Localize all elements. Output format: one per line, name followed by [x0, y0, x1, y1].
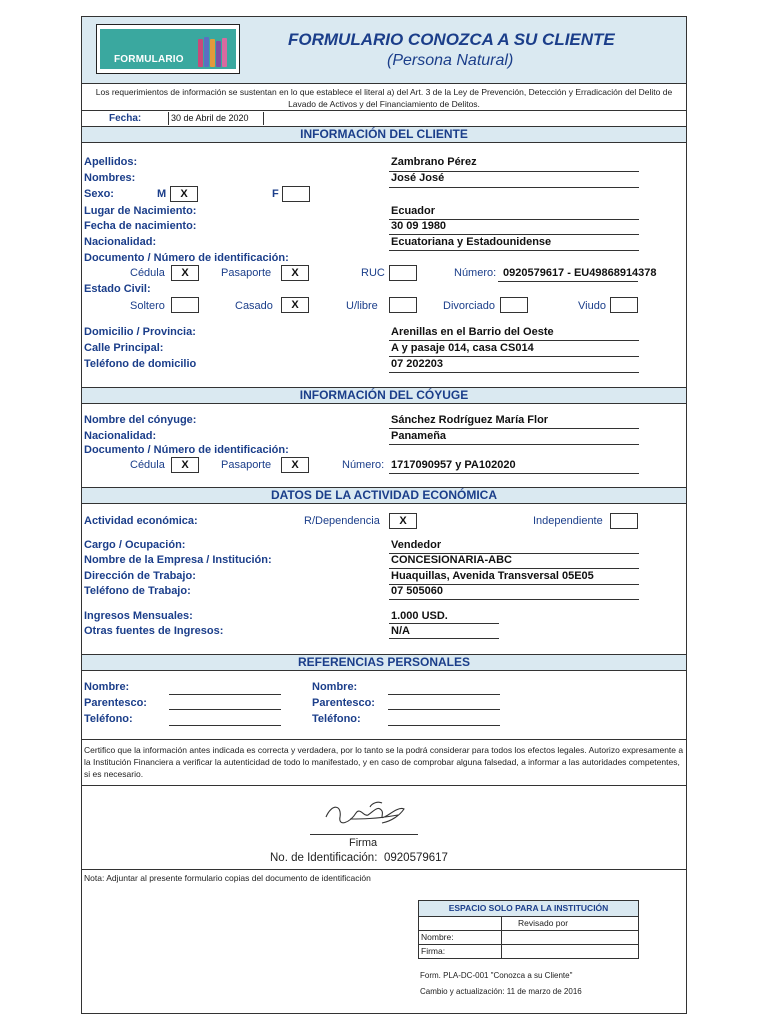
fecha-value: 30 de Abril de 2020 [171, 113, 249, 123]
sexo-f-checkbox[interactable] [282, 186, 310, 202]
institution-col-divider [501, 916, 502, 959]
conyuge-nombre-line [389, 428, 639, 429]
cedula-label: Cédula [130, 267, 165, 279]
domicilio-label: Domicilio / Provincia: [84, 326, 196, 338]
section-economic: DATOS DE LA ACTIVIDAD ECONÓMICA [82, 487, 686, 504]
update-date: Cambio y actualización: 11 de marzo de 2016 [420, 987, 582, 996]
apellidos-label: Apellidos: [84, 156, 138, 168]
ingresos-value[interactable]: 1.000 USD. [391, 610, 448, 622]
ulibre-checkbox[interactable] [389, 297, 417, 313]
identificacion-label: No. de Identificación: [270, 852, 378, 864]
direccion-label: Dirección de Trabajo: [84, 570, 196, 582]
institution-box [418, 900, 639, 959]
domicilio-value[interactable]: Arenillas en el Barrio del Oeste [391, 326, 554, 338]
conyuge-documento-label: Documento / Número de identificación: [84, 444, 289, 456]
ref2-telefono-label: Teléfono: [312, 713, 361, 725]
lugar-label: Lugar de Nacimiento: [84, 205, 197, 217]
independiente-label: Independiente [533, 515, 603, 527]
sexo-f-label: F [272, 188, 279, 200]
nacionalidad-value[interactable]: Ecuatoriana y Estadounidense [391, 236, 552, 248]
conyuge-nombre-value[interactable]: Sánchez Rodríguez María Flor [391, 414, 549, 426]
ref2-parentesco-label: Parentesco: [312, 697, 375, 709]
fecha-nac-line [389, 234, 639, 235]
dependencia-checkbox[interactable]: X [389, 513, 417, 529]
conyuge-nacionalidad-line [389, 444, 639, 445]
ulibre-label: U/libre [346, 300, 378, 312]
ref1-telefono-label: Teléfono: [84, 713, 133, 725]
conyuge-cedula-label: Cédula [130, 459, 165, 471]
telefono-line [389, 372, 639, 373]
conyuge-pasaporte-label: Pasaporte [221, 459, 272, 471]
cedula-checkbox[interactable]: X [171, 265, 199, 281]
pasaporte-label: Pasaporte [221, 267, 272, 279]
tel-trabajo-value[interactable]: 07 505060 [391, 585, 443, 597]
nombres-label: Nombres: [84, 172, 136, 184]
ref2-parentesco-field[interactable] [388, 709, 500, 710]
sexo-label: Sexo: [84, 188, 114, 200]
domicilio-line [389, 340, 639, 341]
pasaporte-checkbox[interactable]: X [281, 265, 309, 281]
otras-label: Otras fuentes de Ingresos: [84, 625, 224, 637]
independiente-checkbox[interactable] [610, 513, 638, 529]
institution-row-divider [419, 930, 638, 931]
ref1-nombre-field[interactable] [169, 694, 281, 695]
divider [82, 869, 686, 870]
form-logo [96, 24, 240, 74]
ingresos-line [389, 623, 499, 624]
viudo-label: Viudo [578, 300, 606, 312]
divorciado-checkbox[interactable] [500, 297, 528, 313]
direccion-value[interactable]: Huaquillas, Avenida Transversal 05E05 [391, 570, 594, 582]
conyuge-pasaporte-checkbox[interactable]: X [281, 457, 309, 473]
institution-nombre-label: Nombre: [421, 932, 454, 942]
identificacion-value: 0920579617 [384, 852, 448, 864]
conyuge-numero-value[interactable]: 1717090957 y PA102020 [391, 459, 516, 471]
tel-trabajo-label: Teléfono de Trabajo: [84, 585, 191, 597]
casado-checkbox[interactable]: X [281, 297, 309, 313]
sexo-m-checkbox[interactable]: X [170, 186, 198, 202]
empresa-value[interactable]: CONCESIONARIA-ABC [391, 554, 512, 566]
section-references: REFERENCIAS PERSONALES [82, 654, 686, 671]
soltero-checkbox[interactable] [171, 297, 199, 313]
tel-trabajo-line [389, 599, 639, 600]
ruc-label: RUC [361, 267, 385, 279]
dependencia-label: R/Dependencia [304, 515, 380, 527]
otras-value[interactable]: N/A [391, 625, 410, 637]
estado-civil-label: Estado Civil: [84, 283, 151, 295]
signature-line [310, 834, 418, 835]
nombres-value[interactable]: José José [391, 172, 445, 184]
form-title: FORMULARIO CONOZCA A SU CLIENTE [288, 30, 615, 49]
nombres-line [389, 187, 639, 188]
fecha-nac-label: Fecha de nacimiento: [84, 220, 197, 232]
sexo-m-label: M [157, 188, 167, 200]
section-spouse: INFORMACIÓN DEL CÓYUGE [82, 387, 686, 404]
logo-text: FORMULARIO [114, 54, 184, 65]
fecha-field[interactable] [168, 112, 264, 125]
actividad-label: Actividad económica: [84, 515, 198, 527]
calle-value[interactable]: A y pasaje 014, casa CS014 [391, 342, 534, 354]
apellidos-value[interactable]: Zambrano Pérez [391, 156, 477, 168]
nacionalidad-label: Nacionalidad: [84, 236, 157, 248]
conyuge-nombre-label: Nombre del cónyuge: [84, 414, 197, 426]
numero-label: Número: [454, 267, 497, 279]
ref1-nombre-label: Nombre: [84, 681, 130, 693]
divorciado-label: Divorciado [443, 300, 495, 312]
signature-image [320, 793, 412, 833]
lugar-value[interactable]: Ecuador [391, 205, 436, 217]
divider [82, 785, 686, 786]
form-code: Form. PLA-DC-001 "Conozca a su Cliente" [420, 971, 573, 980]
ref1-parentesco-label: Parentesco: [84, 697, 147, 709]
intro-text: Los requerimientos de información se sustentan en lo que establece el literal a) del Art. 3 de la Ley de Prevención, Detección y Erradicación del Delito de Lavado de Activos y del Financiamiento de Delitos. [82, 84, 686, 111]
ruc-checkbox[interactable] [389, 265, 417, 281]
fecha-label: Fecha: [109, 113, 142, 124]
nacionalidad-line [389, 250, 639, 251]
kyc-form [81, 16, 687, 1014]
form-header [82, 17, 686, 84]
institution-title: ESPACIO SOLO PARA LA INSTITUCIÓN [419, 901, 638, 917]
certify-text: Certifico que la información antes indicada es correcta y verdadera, por lo tanto se la podrá considerar para todos los efectos legales. Autorizo expresamente a la Institución Financiera a verificar la autenticidad de todo lo manifestado, y en caso de comprobar alguna falsedad, a informar a las autoridades competentes, si es necesario. [84, 745, 684, 779]
empresa-label: Nombre de la Empresa / Institución: [84, 554, 272, 566]
conyuge-numero-label: Número: [342, 459, 385, 471]
ref1-telefono-field[interactable] [169, 725, 281, 726]
section-client: INFORMACIÓN DEL CLIENTE [82, 126, 686, 143]
conyuge-numero-line [389, 473, 639, 474]
firma-label: Firma [349, 837, 378, 849]
empresa-line [389, 568, 639, 569]
ref2-telefono-field[interactable] [388, 725, 500, 726]
conyuge-cedula-checkbox[interactable]: X [171, 457, 199, 473]
calle-label: Calle Principal: [84, 342, 164, 354]
cargo-value[interactable]: Vendedor [391, 539, 442, 551]
documento-label: Documento / Número de identificación: [84, 252, 289, 264]
conyuge-nacionalidad-label: Nacionalidad: [84, 430, 157, 442]
ingresos-label: Ingresos Mensuales: [84, 610, 193, 622]
otras-line [389, 638, 499, 639]
numero-value[interactable]: 0920579617 - EU49868914378 [503, 267, 657, 279]
fecha-nac-value[interactable]: 30 09 1980 [391, 220, 447, 232]
ref2-nombre-field[interactable] [388, 694, 500, 695]
ref2-nombre-label: Nombre: [312, 681, 358, 693]
form-subtitle: (Persona Natural) [387, 52, 514, 69]
cargo-label: Cargo / Ocupación: [84, 539, 186, 551]
telefono-label: Teléfono de domicilio [84, 358, 197, 370]
ref1-parentesco-field[interactable] [169, 709, 281, 710]
institution-firma-label: Firma: [421, 946, 446, 956]
note-text: Nota: Adjuntar al presente formulario copias del documento de identificación [84, 873, 371, 883]
calle-line [389, 356, 639, 357]
numero-line [498, 281, 638, 282]
conyuge-nacionalidad-value[interactable]: Panameña [391, 430, 447, 442]
institution-row-divider [419, 944, 638, 945]
revisado-label: Revisado por [518, 918, 569, 928]
divider [82, 739, 686, 740]
telefono-value[interactable]: 07 202203 [391, 358, 443, 370]
soltero-label: Soltero [130, 300, 165, 312]
casado-label: Casado [235, 300, 273, 312]
viudo-checkbox[interactable] [610, 297, 638, 313]
